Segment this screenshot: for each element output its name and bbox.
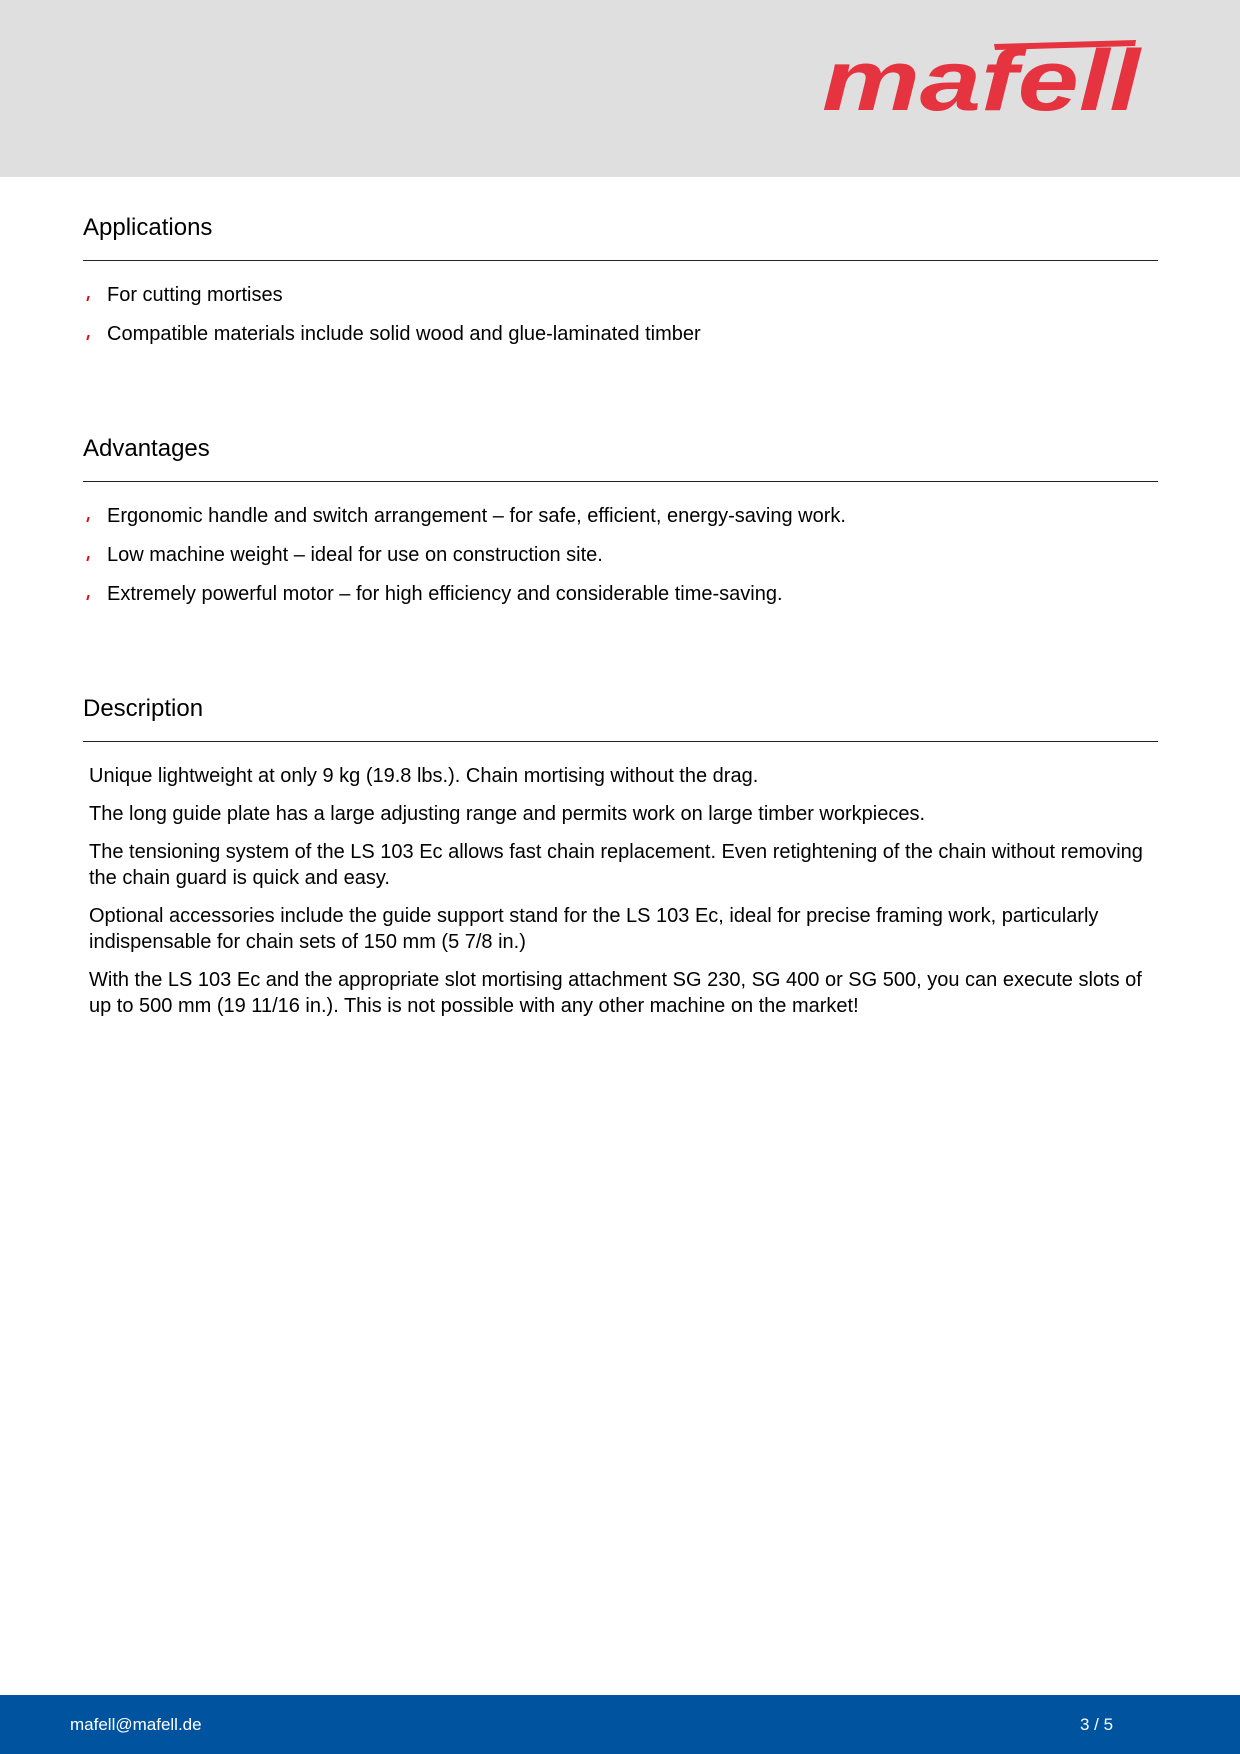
page-header <box>0 0 1240 177</box>
list-item <box>83 542 1158 568</box>
description-title: Description <box>83 695 204 722</box>
page-number: 3 / 5 <box>1080 1715 1114 1734</box>
list-item <box>83 282 1158 308</box>
bullet-icon <box>86 556 89 561</box>
applications-divider <box>83 260 1158 261</box>
advantages-list <box>83 503 1158 607</box>
description-paragraph: With the LS 103 Ec and the appropriate slot mortising attachment SG 230, SG 400 or SG 500, you can execute slots of up to 500 mm (19 11/16 in.). This is not possible with any other machine on the market! <box>89 969 1142 1017</box>
description-paragraph: Optional accessories include the guide support stand for the LS 103 Ec, ideal for precise framing work, particularly indispensable for chain sets of 150 mm (5 7/8 in.) <box>89 905 1099 953</box>
bullet-icon <box>86 595 89 600</box>
applications-section <box>83 212 1158 360</box>
description-section <box>83 693 1158 1031</box>
page-footer <box>0 1695 1240 1754</box>
advantages-divider <box>83 481 1158 482</box>
list-item <box>83 503 1158 529</box>
mafell-logo <box>818 36 1148 140</box>
bullet-icon <box>86 517 89 522</box>
description-paragraph: The long guide plate has a large adjusting range and permits work on large timber workpieces. <box>89 803 926 825</box>
advantages-title: Advantages <box>83 435 210 462</box>
description-body <box>83 763 1158 1019</box>
list-item-text: Ergonomic handle and switch arrangement – for safe, efficient, energy-saving work. <box>107 505 846 527</box>
description-paragraph: The tensioning system of the LS 103 Ec allows fast chain replacement. Even retightening of the chain without removing the chain guard is quick and easy. <box>89 841 1143 889</box>
description-paragraph: Unique lightweight at only 9 kg (19.8 lbs.). Chain mortising without the drag. <box>89 765 759 787</box>
bullet-icon <box>86 296 89 301</box>
list-item <box>83 321 1158 347</box>
footer-email-link[interactable]: mafell@mafell.de <box>70 1715 202 1734</box>
applications-list <box>83 282 1158 347</box>
list-item-text: Low machine weight – ideal for use on construction site. <box>107 544 603 566</box>
list-item-text: Extremely powerful motor – for high efficiency and considerable time-saving. <box>107 583 783 605</box>
list-item-text: For cutting mortises <box>107 284 283 306</box>
applications-title: Applications <box>83 214 213 241</box>
svg-text:mafell: mafell <box>822 36 1143 129</box>
advantages-section <box>83 433 1158 620</box>
description-divider <box>83 741 1158 742</box>
list-item-text: Compatible materials include solid wood and glue-laminated timber <box>107 323 701 345</box>
bullet-icon <box>86 335 89 340</box>
list-item <box>83 581 1158 607</box>
